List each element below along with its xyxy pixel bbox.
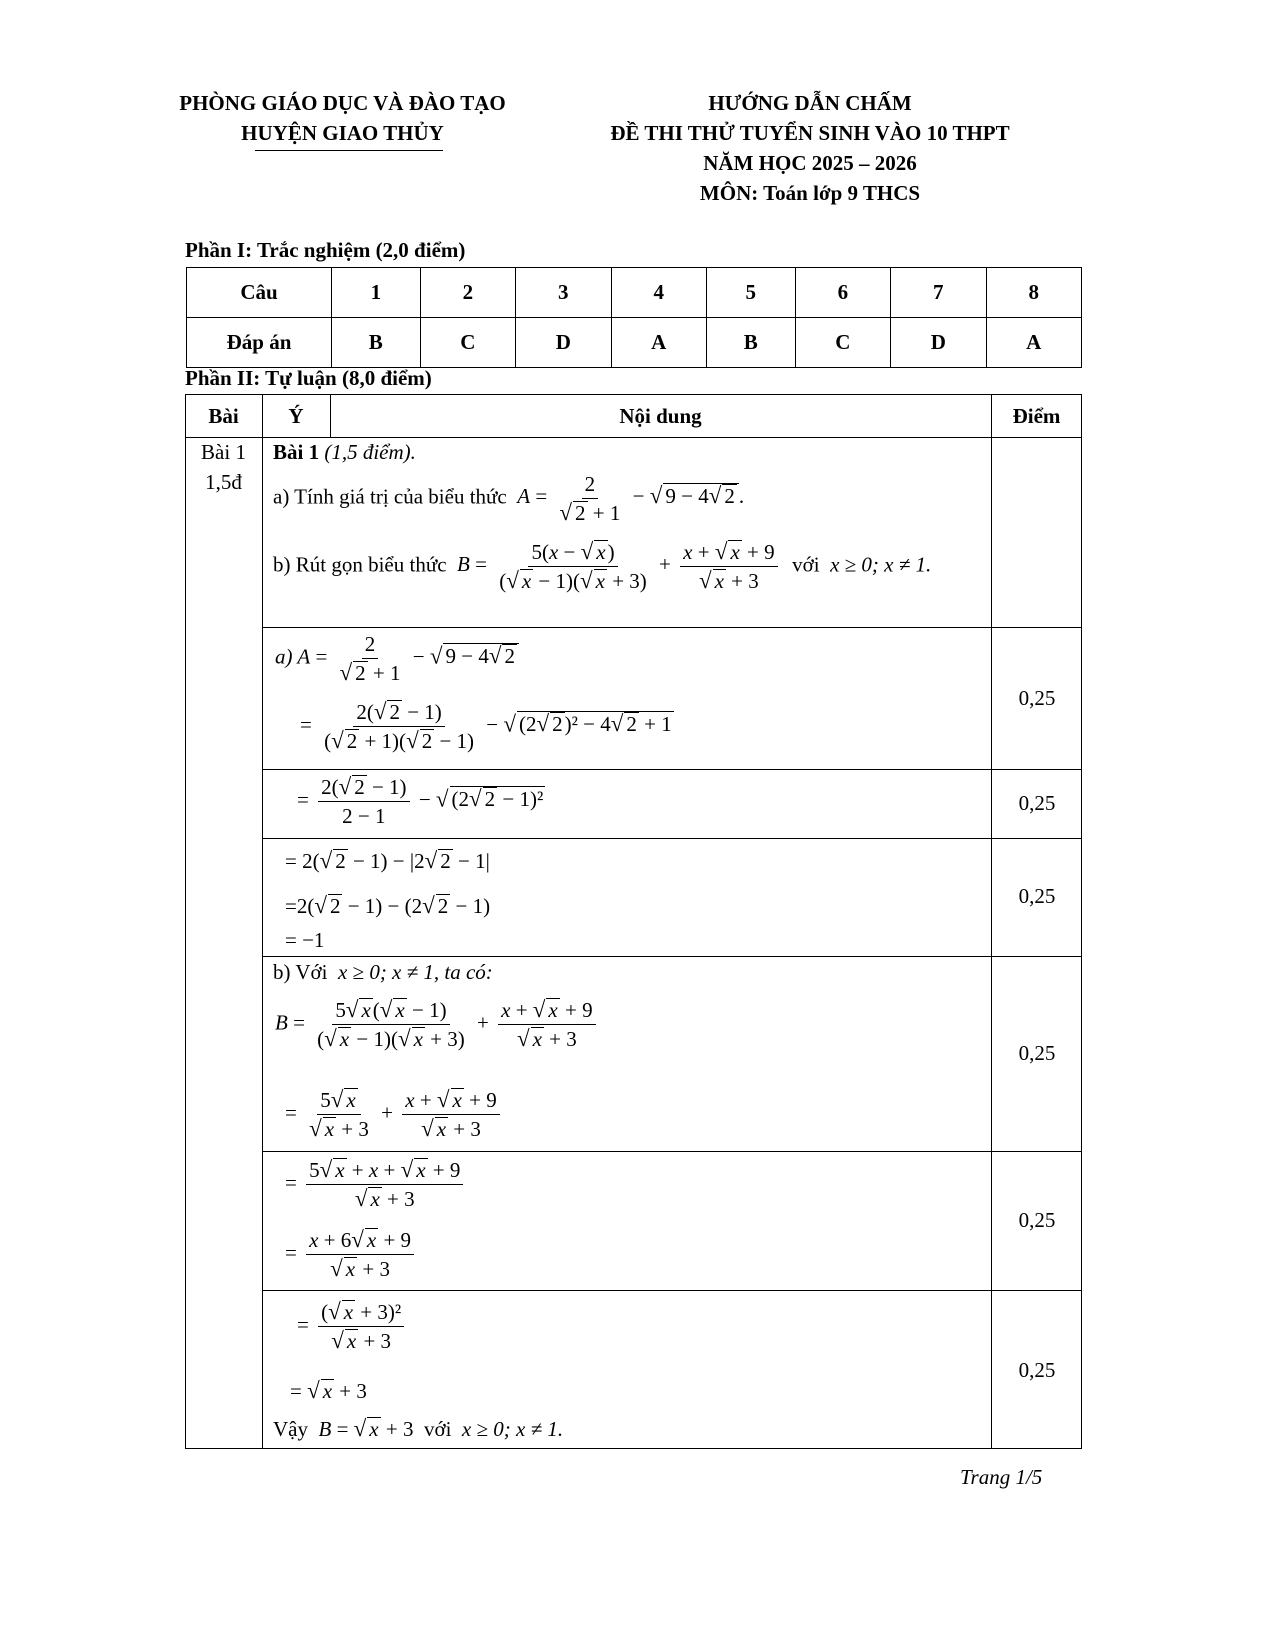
row-line [262, 627, 1082, 628]
score-cell: 0,25 [1018, 686, 1056, 710]
problem-points: (1,5 điểm). [324, 440, 416, 464]
part1-title: Phần I: Trắc nghiệm (2,0 điểm) [185, 238, 466, 262]
answer-cell: C [420, 318, 515, 368]
answer-table [186, 267, 1082, 368]
answer-cell: A [986, 318, 1081, 368]
answer-cell: B [332, 318, 421, 368]
solution-a-line4: = 2(√ 2 − 1) − |2√ 2 − 1| [285, 848, 490, 873]
condition-word: với [792, 552, 820, 577]
formula-b: B = $\frac{5(x - √ x)}{(√ x - 1)(√ x + 3)}$ + $\frac{x + √ x + 9}{√ x + 3}$ [452, 552, 787, 576]
exam-title: ĐỀ THI THỬ TUYỂN SINH VÀO 10 THPT [610, 121, 1010, 145]
answer-cell: A [611, 318, 706, 368]
row-line [262, 769, 1082, 770]
question-number: 1 [332, 268, 421, 318]
conclusion-cond: x ≥ 0; x ≠ 1. [461, 1417, 564, 1441]
score-cell: 0,25 [1018, 1041, 1056, 1065]
solution-b-line1: B = $\frac{5√ x(√ x - 1)}{(√ x - 1)(√ x + 3)}$ + $\frac{x + √ x + 9}{√ x + 3}$ [275, 998, 600, 1051]
score-cell: 0,25 [1018, 1208, 1056, 1232]
school-year: NĂM HỌC 2025 – 2026 [703, 151, 917, 175]
row-line [262, 956, 1082, 957]
question-number: 8 [986, 268, 1081, 318]
formula-a: A = $\frac{2}{√ 2 + 1}$ − √ 9 − 4√ 2 . [517, 472, 745, 525]
answer-row [187, 318, 1082, 368]
row-line [262, 1290, 1082, 1291]
answer-label: Đáp án [187, 318, 332, 368]
solution-a-line5: =2(√ 2 − 1) − (2√ 2 − 1) [285, 893, 491, 918]
part-a-text: a) Tính giá trị của biểu thức [273, 484, 507, 509]
col-bai: Bài [208, 404, 239, 428]
answer-cell: D [516, 318, 611, 368]
score-cell: 0,25 [1018, 791, 1056, 815]
score-cell: 0,25 [1018, 884, 1056, 908]
question-number: 4 [611, 268, 706, 318]
row-line [262, 838, 1082, 839]
solution-b-line6: = √ x + 3 [290, 1378, 367, 1403]
solution-a-line3: = $\frac{2(√ 2 - 1)}{2 - 1}$ − √ (2√ 2 − 1)² [297, 774, 544, 828]
solution-b-intro [273, 960, 493, 985]
row-line [262, 1151, 1082, 1152]
solution-b-intro-text: b) Với [273, 960, 328, 984]
solution-b-line3: = $\frac{5√ x + x + √ x + 9}{√ x + 3}$ [285, 1158, 467, 1211]
problem-heading [273, 440, 416, 465]
solution-a-line2: = $\frac{2(√ 2 - 1)}{(√ 2 + 1)(√ 2 - 1)}$ − √ (2√ 2)² − 4√ 2 + 1 [300, 699, 672, 753]
answer-cell: D [891, 318, 986, 368]
part2-title: Phần II: Tự luận (8,0 điểm) [185, 366, 432, 390]
question-number: 6 [795, 268, 890, 318]
col-noidung: Nội dung [619, 404, 702, 428]
solution-b-line2: = $\frac{5√ x}{√ x + 3}$ + $\frac{x + √ x + 9}{√ x + 3}$ [285, 1088, 504, 1141]
answer-cell: C [795, 318, 890, 368]
part-a-statement [273, 472, 744, 525]
question-number: 5 [706, 268, 795, 318]
col-y: Ý [288, 404, 304, 428]
question-number: 7 [891, 268, 986, 318]
solution-b-line4: = $\frac{x + 6√ x + 9}{√ x + 3}$ [285, 1228, 418, 1281]
header-row-line [185, 437, 1082, 438]
score-cell: 0,25 [1018, 1358, 1056, 1382]
page-number: Trang 1/5 [960, 1465, 1043, 1489]
condition-word: với [423, 1417, 452, 1441]
solution-a-line1: a) A = $\frac{2}{√ 2 + 1}$ − √ 9 − 4√ 2 [275, 632, 519, 685]
district-name: HUYỆN GIAO THỦY [241, 121, 444, 145]
solution-b-conclusion: Vậy B = √ x + 3 với x ≥ 0; x ≠ 1. [273, 1416, 564, 1441]
question-label: Câu [187, 268, 332, 318]
header-underline [255, 150, 443, 151]
col-diem: Điểm [1012, 404, 1061, 428]
solution-b-intro-cond: x ≥ 0; x ≠ 1, ta có: [337, 960, 493, 984]
department-name: PHÒNG GIÁO DỤC VÀ ĐÀO TẠO [179, 91, 506, 115]
solution-a-line6: = −1 [285, 928, 325, 952]
solution-b-line5: = $\frac{\text{(√ x + 3)²}}{√ x + 3}$ [297, 1300, 408, 1353]
question-row [187, 268, 1082, 318]
question-number: 2 [420, 268, 515, 318]
question-number: 3 [516, 268, 611, 318]
answer-cell: B [706, 318, 795, 368]
bai-points: 1,5đ [205, 470, 242, 494]
subject: MÔN: Toán lớp 9 THCS [699, 181, 921, 205]
conclusion-word: Vậy [273, 1417, 308, 1441]
condition: x ≥ 0; x ≠ 1. [830, 552, 932, 577]
bai-label: Bài 1 [201, 440, 246, 464]
part-b-statement [273, 540, 931, 593]
problem-title: Bài 1 [273, 440, 320, 464]
part-b-text: b) Rút gọn biểu thức [273, 552, 447, 577]
doc-title: HƯỚNG DẪN CHẤM [708, 91, 912, 115]
